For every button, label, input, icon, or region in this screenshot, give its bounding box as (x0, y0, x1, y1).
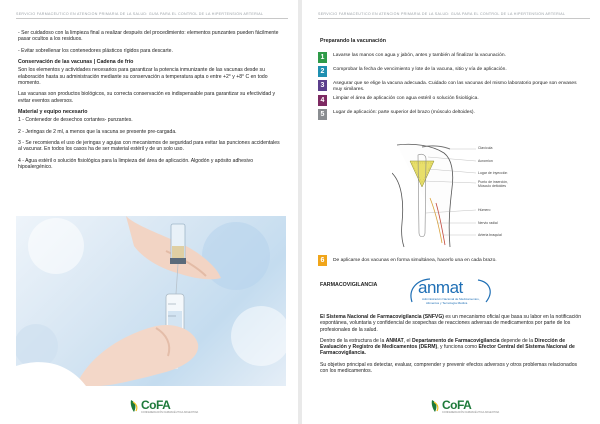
structure-bold-2: Departamento de Farmacovigilancia (411, 337, 500, 344)
cofa-logo-icon (430, 399, 441, 413)
logo-subtitle: CONFEDERACIÓN FARMACÉUTICA ARGENTINA (141, 411, 199, 414)
step-text: De aplicarse dos vacunas en forma simultánea, hacerlo una en cada brazo. (333, 258, 497, 263)
step-4 (318, 95, 586, 108)
structure-text-4: , y funciona como (437, 344, 479, 351)
snfvg-text: es un mecanismo oficial que basa su labor en la notificación espontánea, voluntaria y confidencial de sospechas de reacciones adversas de medicamentos por parte de los profesionales de la salud. (320, 314, 582, 333)
material-item-1: 1 - Contenedor de desechos cortantes- punzantes. (18, 117, 133, 124)
paragraph-cold-chain: Son los elementos y actividades necesarios para garantizar la potencia inmunizante de las vacunas desde su elaboración hasta su administración mediante su conservación a temperatura apta o entre +2° y +8° C en todo momento. (18, 67, 268, 86)
cofa-logo-icon (129, 399, 140, 413)
material-item-3: 3 - Se recomienda el uso de jeringas y agujas con mecanismos de seguridad para evitar las punciones accidentales al vacunar. En todos los casos ha de ser material estéril y de un solo uso. (18, 139, 280, 153)
label-insertion-point: Punto de inserción, (478, 180, 508, 184)
label-acromion: Acromion (478, 159, 493, 163)
label-deltoid: Músculo deltoides (478, 184, 507, 188)
pharmacovigilance-text (320, 314, 582, 379)
step-3 (318, 80, 586, 94)
material-item-2: 2 - Jeringas de 2 ml, a menos que la vacuna se presente pre-cargada. (18, 128, 177, 135)
logo-wordmark: CoFA (442, 398, 472, 412)
cofa-logo (430, 398, 500, 416)
step-2 (318, 66, 586, 79)
heading-materials: Material y equipo necesario (18, 108, 88, 115)
paragraph-objective: Su objetivo principal es detectar, evaluar, comprender y prevenir efectos adversos y otros problemas relacionados con los medicamentos. (320, 361, 578, 375)
anmat-logo (406, 276, 496, 308)
structure-text-2: , el (403, 337, 412, 344)
snfvg-bold: El Sistema Nacional de Farmacovigilancia (SNFVG) (320, 314, 444, 320)
left-page (0, 0, 298, 424)
label-injection-site: Lugar de inyección (478, 171, 508, 175)
steps-list (318, 52, 586, 123)
anmat-subtitle-1: Administración Nacional de Medicamentos, (422, 297, 480, 301)
structure-bold-3: Dirección de Evaluación y Registro de Medicamentos (DERM) (320, 337, 566, 351)
right-page (302, 0, 600, 424)
vaccine-syringe-photo (16, 216, 286, 386)
anmat-subtitle-2: Alimentos y Tecnología Médica (426, 301, 468, 305)
step-number: 5 (318, 109, 327, 120)
step-text: Limpiar el área de aplicación con agua estéril o solución fisiológica. (333, 96, 479, 101)
paragraph-snfvg (320, 314, 582, 333)
logo-subtitle: CONFEDERACIÓN FARMACÉUTICA ARGENTINA (442, 411, 500, 414)
structure-text-1: Dentro de la estructura de la (320, 337, 386, 344)
structure-bold-1: ANMAT (385, 337, 404, 344)
structure-text-3: depende de la (499, 337, 535, 344)
step-1 (318, 52, 586, 65)
header-divider (318, 18, 590, 19)
structure-bold-4: Efector Central del Sistema Nacional de Farmacovigilancia. (320, 344, 575, 357)
step-number: 4 (318, 95, 327, 106)
paragraph-anmat-structure (320, 338, 582, 357)
step-text: Comprobar la fecha de vencimiento y lote de la vacuna, sitio y vía de aplicación. (333, 67, 507, 72)
heading-cold-chain: Conservación de las vacunas | Cadena de frío (18, 58, 134, 65)
step-text: Asegurar que se elige la vacuna adecuada. Cuidado con las vacunas del mismo laboratorio porque son envases muy similares. (333, 81, 577, 92)
heading-pharmacovigilance: FARMACOVIGILANCIA (320, 282, 378, 288)
logo-wordmark: CoFA (141, 398, 171, 412)
cofa-logo (129, 398, 199, 416)
header-divider (16, 18, 288, 19)
anmat-wordmark: anmat (418, 278, 463, 297)
step-number: 1 (318, 52, 327, 63)
heading-preparing: Preparando la vacunación (320, 38, 386, 44)
step-number: 2 (318, 66, 327, 77)
step-number: 6 (318, 255, 327, 266)
deltoid-injection-diagram (392, 143, 532, 248)
label-clavicle: Clavícula (478, 146, 493, 150)
step-5 (318, 109, 586, 122)
step-6 (318, 255, 586, 268)
left-content (18, 30, 280, 175)
paragraph-biological: Las vacunas son productos biológicos, su correcta conservación es indispensable para garantizar su efectividad y evitar eventos adversos. (18, 91, 276, 104)
page-header: SERVICIO FARMACÉUTICO EN ATENCIÓN PRIMARIA DE LA SALUD: GUÍA PARA EL CONTROL DE LA HIPERTENSIÓN ARTERIAL (318, 12, 566, 16)
paragraph-cleanup: - Ser cuidadoso con la limpieza final a realizar después del procedimiento: elementos punzantes pueden fácilmente pasar ocultos a los residuos. (18, 30, 279, 43)
step-number: 3 (318, 80, 327, 91)
label-brachial-artery: Arteria braquial (478, 233, 502, 237)
material-item-4: 4 - Agua estéril o solución fisiológica para la limpieza del área de aplicación. Algodón y apósito adhesivo hipoalergénico. (18, 157, 254, 170)
paragraph-overfill: - Evitar sobrellenar los contenedores plásticos rígidos para descarte. (18, 47, 173, 54)
step-text: Lugar de aplicación: parte superior del brazo (músculo deltoides). (333, 110, 475, 115)
label-humerus: Húmero (478, 208, 491, 212)
page-header: SERVICIO FARMACÉUTICO EN ATENCIÓN PRIMARIA DE LA SALUD: GUÍA PARA EL CONTROL DE LA HIPERTENSIÓN ARTERIAL (16, 12, 264, 16)
step-text: Lavarse las manos con agua y jabón, antes y también al finalizar la vacunación. (333, 53, 506, 58)
label-radial-nerve: Nervio radial (478, 221, 498, 225)
